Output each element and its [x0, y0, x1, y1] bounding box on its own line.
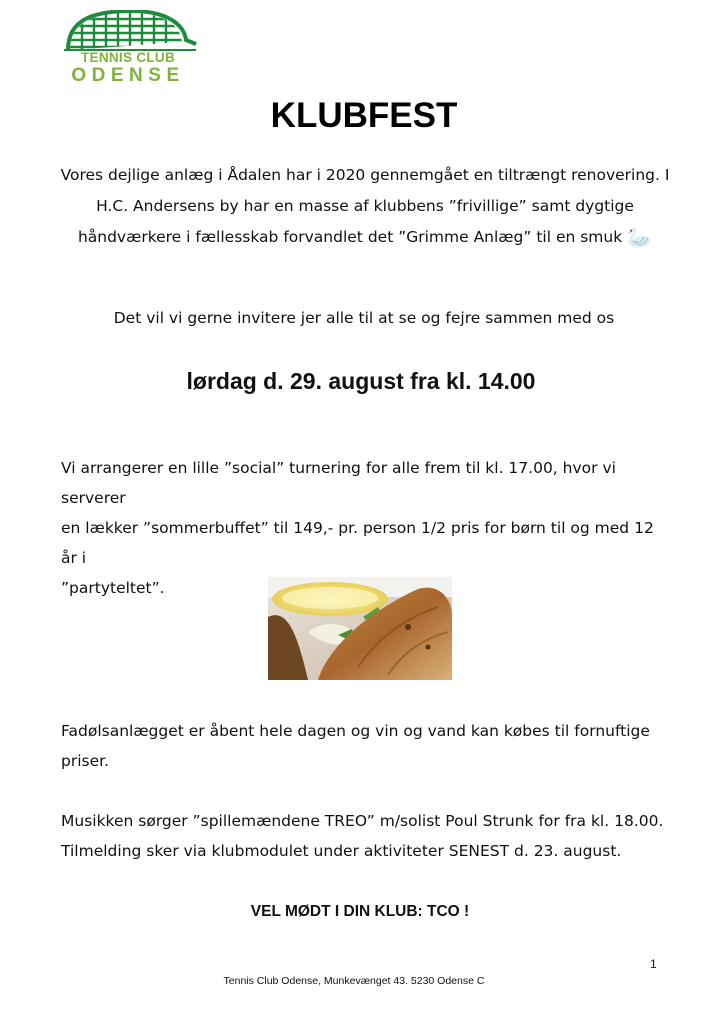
music-paragraph	[61, 806, 671, 866]
page-title: KLUBFEST	[270, 96, 458, 135]
paragraph-line: ”partyteltet”.	[61, 579, 165, 597]
intro-line-text: håndværkere i fællesskab forvandlet det ”Grimme Anlæg” til en smuk	[77, 228, 623, 246]
tennis-racket-court-icon	[62, 10, 198, 54]
bar-paragraph	[61, 716, 671, 776]
event-date: lørdag d. 29. august fra kl. 14.00	[186, 368, 536, 394]
paragraph-line: Vi arrangerer en lille ”social” turnering for alle frem til kl. 17.00, hvor vi serverer	[61, 459, 616, 507]
intro-line: H.C. Andersens by har en masse af klubbens ”frivillige” samt dygtige	[96, 197, 634, 215]
paragraph-line: priser.	[61, 752, 110, 770]
club-logo	[60, 10, 200, 84]
food-photo	[268, 577, 452, 680]
paragraph-line: Fadølsanlægget er åbent hele dagen og vin og vand kan købes til fornuftige	[61, 722, 650, 740]
paragraph-line: Musikken sørger ”spillemændene TREO” m/solist Poul Strunk for fra kl. 18.00.	[61, 812, 664, 830]
closing-line: VEL MØDT I DIN KLUB: TCO !	[250, 903, 470, 920]
logo-text-odense: ODENSE	[71, 65, 185, 86]
paragraph-line: Tilmelding sker via klubmodulet under aktiviteter SENEST d. 23. august.	[61, 842, 622, 860]
logo-text-tennis-club: TENNIS CLUB	[80, 50, 176, 65]
page-footer: Tennis Club Odense, Munkevænget 43. 5230 Odense C	[223, 975, 485, 987]
intro-paragraph	[40, 160, 690, 253]
swan-icon: 🦢	[627, 225, 653, 249]
intro-line: Vores dejlige anlæg i Ådalen har i 2020 gennemgået en tiltrængt renovering. I	[60, 166, 670, 184]
page-number: 1	[650, 957, 657, 971]
intro-line	[40, 222, 690, 253]
paragraph-line: en lækker ”sommerbuffet” til 149,- pr. person 1/2 pris for børn til og med 12 år i	[61, 519, 654, 567]
invitation-text: Det vil vi gerne invitere jer alle til at se og fejre sammen med os	[113, 309, 615, 327]
